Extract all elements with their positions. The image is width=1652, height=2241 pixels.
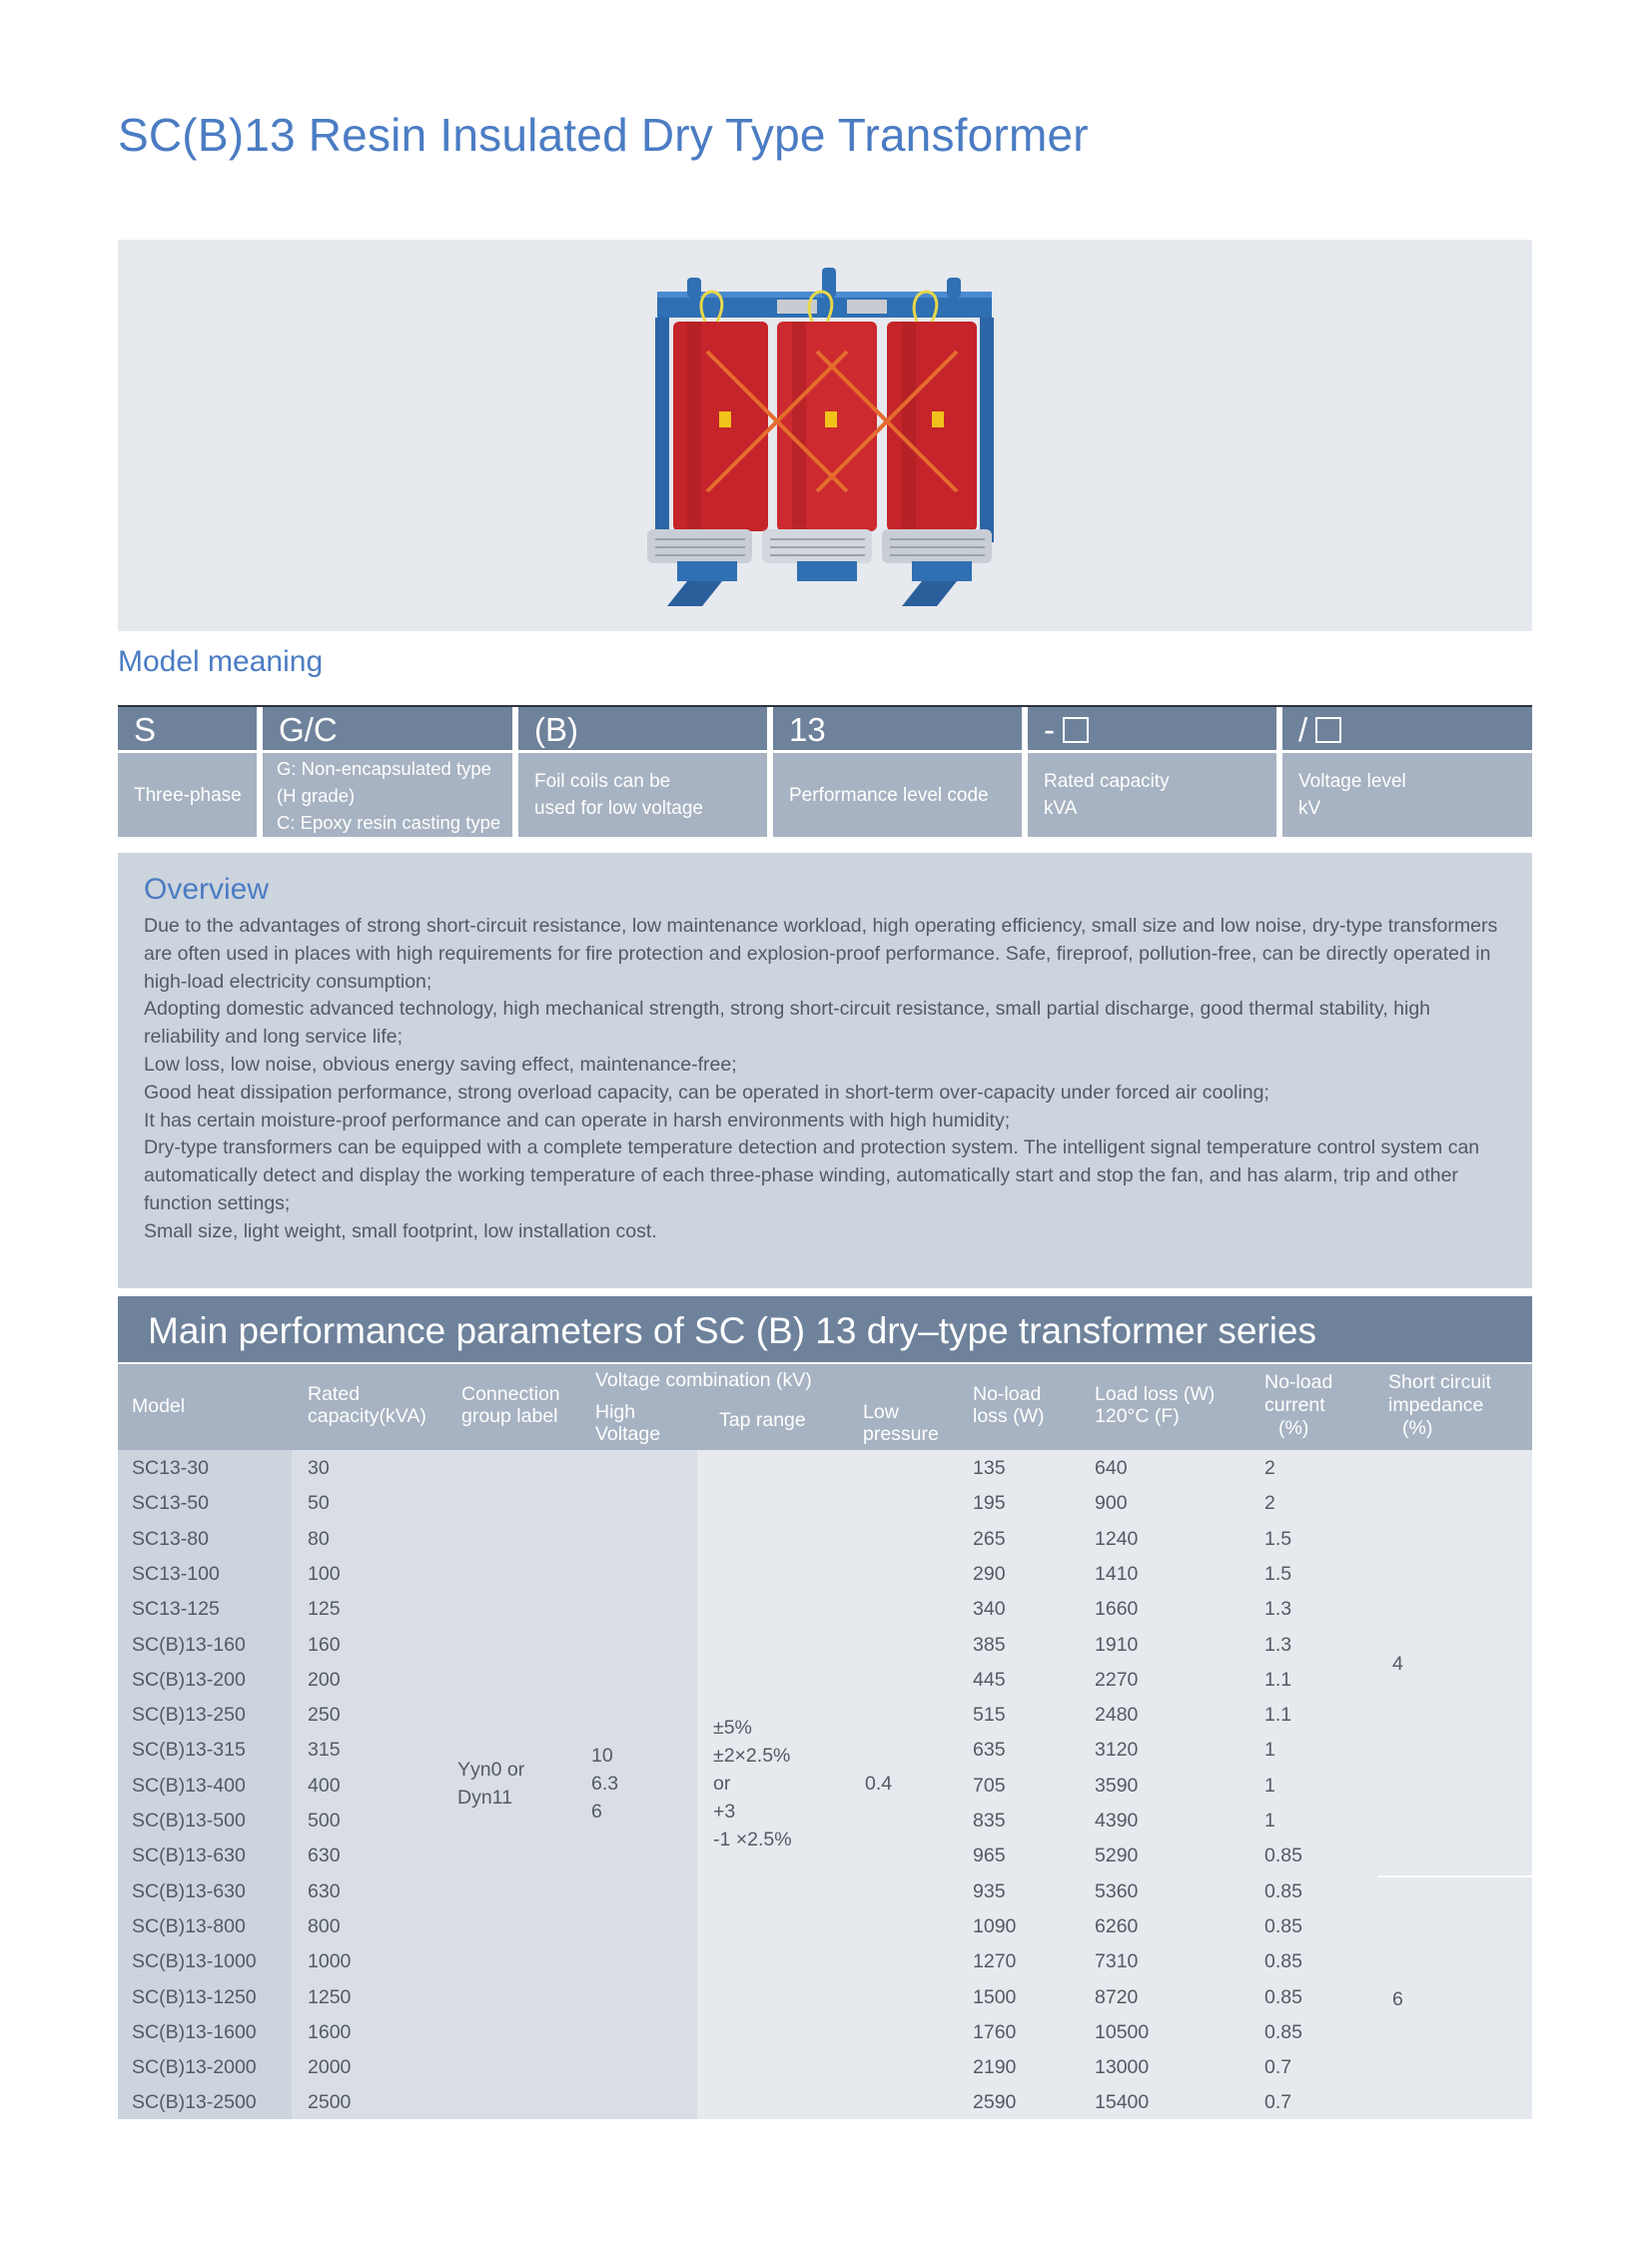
cell-noload: 1090	[973, 1914, 1017, 1937]
header-current-3: (%)	[1278, 1417, 1309, 1439]
header-conn-1: Connection	[461, 1383, 560, 1405]
header-rated-2: capacity(kVA)	[308, 1405, 426, 1427]
cell-current: 0.85	[1264, 1879, 1302, 1902]
cell-noload: 2590	[973, 2091, 1017, 2114]
cell-load: 1910	[1095, 1633, 1139, 1656]
cell-current: 0.7	[1264, 2056, 1292, 2079]
cell-noload: 2190	[973, 2056, 1017, 2079]
placeholder-box-icon	[1063, 717, 1089, 743]
cell-model: SC(B)13-200	[132, 1668, 246, 1691]
cell-current: 0.85	[1264, 1845, 1302, 1868]
model-code-text: /	[1298, 711, 1308, 748]
cell-load: 10500	[1095, 2020, 1150, 2043]
cell-current: 1.3	[1264, 1598, 1292, 1621]
model-desc-line: Foil coils can be	[534, 771, 671, 792]
cell-model: SC(B)13-315	[132, 1739, 246, 1762]
tap-range-line: +3	[713, 1801, 736, 1823]
overview-paragraph: Adopting domestic advanced technology, high mechanical strength, strong short-circuit resistance, small partial discharge, good thermal stability, high reliability and long service life;	[144, 998, 1431, 1049]
cell-load: 15400	[1095, 2091, 1150, 2114]
cell-model: SC13-50	[132, 1492, 209, 1515]
cell-capacity: 100	[308, 1562, 341, 1585]
cell-load: 4390	[1095, 1810, 1139, 1832]
cell-current: 0.85	[1264, 1914, 1302, 1937]
cell-capacity: 200	[308, 1668, 341, 1691]
cell-capacity: 50	[308, 1492, 330, 1515]
cell-load: 13000	[1095, 2056, 1150, 2079]
cell-model: SC(B)13-630	[132, 1845, 246, 1868]
cell-current: 1	[1264, 1810, 1275, 1832]
header-current-1: No-load	[1264, 1371, 1333, 1393]
cell-model: SC13-125	[132, 1598, 220, 1621]
cell-model: SC(B)13-1000	[132, 1950, 257, 1973]
cell-load: 7310	[1095, 1950, 1139, 1973]
model-code: S	[118, 707, 257, 753]
high-voltage-line: 6.3	[591, 1773, 619, 1795]
model-col-s	[118, 707, 257, 837]
overview-paragraph: Small size, light weight, small footprint, low installation cost.	[144, 1219, 657, 1242]
high-voltage-line: 10	[591, 1745, 613, 1767]
model-code	[1028, 707, 1276, 753]
model-desc-line: Rated capacity	[1044, 771, 1170, 792]
cell-current: 2	[1264, 1492, 1275, 1515]
tap-range-cell	[713, 1714, 792, 1854]
cell-current: 2	[1264, 1457, 1275, 1479]
cell-model: SC13-100	[132, 1562, 220, 1585]
cell-load: 2480	[1095, 1704, 1139, 1727]
cell-model: SC13-30	[132, 1457, 209, 1479]
params-title: Main performance parameters of SC (B) 13 dry–type transformer series	[118, 1296, 1532, 1362]
model-desc	[263, 753, 512, 837]
header-high-2: Voltage	[595, 1423, 661, 1445]
overview-paragraph: Due to the advantages of strong short-circuit resistance, low maintenance workload, high operating efficiency, small size and low noise, dry-type transformers are often used in places with high requirements for fire protection and explosion-proof performance. Safe, fireproof, pollution-free, can be directly operated in high-load electricity consumption;	[144, 915, 1498, 993]
header-low-1: Low	[863, 1401, 899, 1423]
low-voltage-cell: 0.4	[865, 1773, 893, 1795]
cell-load: 3120	[1095, 1739, 1139, 1762]
model-code: 13	[773, 707, 1022, 753]
model-desc	[518, 753, 767, 837]
cell-model: SC(B)13-630	[132, 1879, 246, 1902]
header-rated-1: Rated	[308, 1383, 361, 1405]
model-meaning-table	[118, 705, 1532, 837]
model-code	[1282, 707, 1532, 753]
cell-load: 8720	[1095, 1985, 1139, 2008]
impedance-cell-a: 4	[1392, 1653, 1403, 1675]
cell-capacity: 30	[308, 1457, 330, 1479]
model-desc	[118, 753, 257, 837]
high-voltage-cell	[591, 1742, 618, 1826]
cell-noload: 290	[973, 1562, 1006, 1585]
cell-capacity: 2000	[308, 2056, 352, 2079]
cell-capacity: 500	[308, 1810, 341, 1832]
tap-range-line: or	[713, 1773, 731, 1795]
model-desc-line: Performance level code	[789, 784, 989, 806]
model-desc-line: Three-phase	[134, 784, 242, 806]
page-title: SC(B)13 Resin Insulated Dry Type Transformer	[118, 109, 1089, 161]
cell-capacity: 125	[308, 1598, 341, 1621]
model-col-gc	[263, 707, 512, 837]
cell-load: 640	[1095, 1457, 1128, 1479]
cell-model: SC(B)13-1600	[132, 2020, 257, 2043]
cell-model: SC(B)13-400	[132, 1774, 246, 1797]
header-noload-2: loss (W)	[973, 1405, 1045, 1427]
model-col-voltage	[1282, 707, 1532, 837]
cell-current: 0.85	[1264, 1985, 1302, 2008]
model-desc-line: G: Non-encapsulated type	[277, 757, 491, 779]
cell-capacity: 630	[308, 1845, 341, 1868]
connection-group-cell	[457, 1756, 524, 1812]
header-voltage: Voltage combination (kV)	[595, 1369, 812, 1391]
model-desc-line: kVA	[1044, 798, 1078, 819]
params-table-body	[118, 1450, 1532, 2119]
cell-load: 5290	[1095, 1845, 1139, 1868]
header-imp-2: impedance	[1388, 1394, 1484, 1416]
header-tap: Tap range	[719, 1409, 806, 1431]
header-low-2: pressure	[863, 1423, 939, 1445]
model-desc-line: C: Epoxy resin casting type	[277, 811, 501, 833]
cell-load: 2270	[1095, 1668, 1139, 1691]
cell-current: 0.85	[1264, 2020, 1302, 2043]
model-desc-line: used for low voltage	[534, 798, 703, 819]
cell-noload: 635	[973, 1739, 1006, 1762]
connection-line: Dyn11	[457, 1787, 512, 1809]
impedance-divider	[1378, 1875, 1532, 1877]
cell-current: 1.5	[1264, 1527, 1292, 1550]
model-desc-line: Voltage level	[1298, 771, 1406, 792]
tap-range-line: ±5%	[713, 1717, 752, 1739]
cell-capacity: 2500	[308, 2091, 352, 2114]
cell-model: SC(B)13-2000	[132, 2056, 257, 2079]
header-high-1: High	[595, 1401, 636, 1423]
cell-noload: 340	[973, 1598, 1006, 1621]
cell-load: 3590	[1095, 1774, 1139, 1797]
header-current-2: current	[1264, 1394, 1325, 1416]
model-desc	[1282, 753, 1532, 837]
overview-paragraph: Low loss, low noise, obvious energy saving effect, maintenance-free;	[144, 1053, 737, 1076]
header-imp-3: (%)	[1402, 1417, 1433, 1439]
header-conn-2: group label	[461, 1405, 558, 1427]
cell-noload: 1500	[973, 1985, 1017, 2008]
header-imp-1: Short circuit	[1388, 1371, 1491, 1393]
cell-noload: 195	[973, 1492, 1006, 1515]
cell-current: 1	[1264, 1739, 1275, 1762]
cell-noload: 965	[973, 1845, 1006, 1868]
model-col-b	[518, 707, 767, 837]
header-noload-1: No-load	[973, 1383, 1042, 1405]
cell-load: 1410	[1095, 1562, 1139, 1585]
params-header	[118, 1364, 1532, 1450]
cell-current: 1	[1264, 1774, 1275, 1797]
impedance-cell-b: 6	[1392, 1988, 1403, 2010]
overview-paragraph: Good heat dissipation performance, strong overload capacity, can be operated in short-term over-capacity under forced air cooling;	[144, 1081, 1269, 1104]
model-code-text: -	[1044, 711, 1055, 748]
placeholder-box-icon	[1315, 717, 1341, 743]
cell-load: 1240	[1095, 1527, 1139, 1550]
model-code: (B)	[518, 707, 767, 753]
cell-capacity: 1000	[308, 1950, 352, 1973]
transformer-illustration	[647, 262, 1007, 611]
cell-model: SC(B)13-800	[132, 1914, 246, 1937]
product-image-panel	[118, 240, 1532, 631]
cell-noload: 265	[973, 1527, 1006, 1550]
cell-load: 6260	[1095, 1914, 1139, 1937]
cell-noload: 935	[973, 1879, 1006, 1902]
model-meaning-title: Model meaning	[118, 645, 324, 678]
cell-capacity: 800	[308, 1914, 341, 1937]
overview-title: Overview	[144, 873, 270, 906]
cell-capacity: 80	[308, 1527, 330, 1550]
overview-panel	[118, 853, 1532, 1288]
cell-model: SC(B)13-2500	[132, 2091, 257, 2114]
tap-range-line: -1 ×2.5%	[713, 1829, 792, 1851]
header-load-1: Load loss (W)	[1095, 1383, 1216, 1405]
cell-capacity: 250	[308, 1704, 341, 1727]
cell-load: 1660	[1095, 1598, 1139, 1621]
overview-paragraph: It has certain moisture-proof performance and can operate in harsh environments with high humidity;	[144, 1109, 1011, 1131]
cell-current: 0.85	[1264, 1950, 1302, 1973]
cell-model: SC13-80	[132, 1527, 209, 1550]
cell-model: SC(B)13-250	[132, 1704, 246, 1727]
model-desc	[773, 753, 1022, 837]
model-col-capacity	[1028, 707, 1276, 837]
model-desc-line: (H grade)	[277, 784, 356, 806]
cell-capacity: 1250	[308, 1985, 352, 2008]
cell-capacity: 1600	[308, 2020, 352, 2043]
cell-noload: 835	[973, 1810, 1006, 1832]
header-model: Model	[132, 1395, 186, 1417]
model-desc-line: kV	[1298, 798, 1321, 819]
cell-noload: 515	[973, 1704, 1006, 1727]
cell-noload: 385	[973, 1633, 1006, 1656]
cell-current: 0.7	[1264, 2091, 1292, 2114]
cell-noload: 135	[973, 1457, 1006, 1479]
cell-model: SC(B)13-1250	[132, 1985, 257, 2008]
model-desc	[1028, 753, 1276, 837]
cell-capacity: 160	[308, 1633, 341, 1656]
model-code: G/C	[263, 707, 512, 753]
cell-noload: 445	[973, 1668, 1006, 1691]
cell-current: 1.3	[1264, 1633, 1292, 1656]
cell-model: SC(B)13-500	[132, 1810, 246, 1832]
cell-current: 1.5	[1264, 1562, 1292, 1585]
high-voltage-line: 6	[591, 1801, 602, 1823]
cell-load: 5360	[1095, 1879, 1139, 1902]
tap-range-line: ±2×2.5%	[713, 1745, 791, 1767]
cell-current: 1.1	[1264, 1704, 1292, 1727]
header-load-2: 120°C (F)	[1095, 1405, 1180, 1427]
model-col-13	[773, 707, 1022, 837]
cell-current: 1.1	[1264, 1668, 1292, 1691]
cell-capacity: 630	[308, 1879, 341, 1902]
cell-noload: 1270	[973, 1950, 1017, 1973]
cell-model: SC(B)13-160	[132, 1633, 246, 1656]
overview-paragraph: Dry-type transformers can be equipped with a complete temperature detection and protection system. The intelligent signal temperature control system can automatically detect and display the working temperature of each three-phase winding, automatically start and stop the fan, and has alarm, trip and other function settings;	[144, 1136, 1480, 1214]
connection-line: Yyn0 or	[457, 1759, 525, 1781]
cell-noload: 705	[973, 1774, 1006, 1797]
cell-capacity: 400	[308, 1774, 341, 1797]
cell-noload: 1760	[973, 2020, 1017, 2043]
cell-load: 900	[1095, 1492, 1128, 1515]
cell-capacity: 315	[308, 1739, 341, 1762]
